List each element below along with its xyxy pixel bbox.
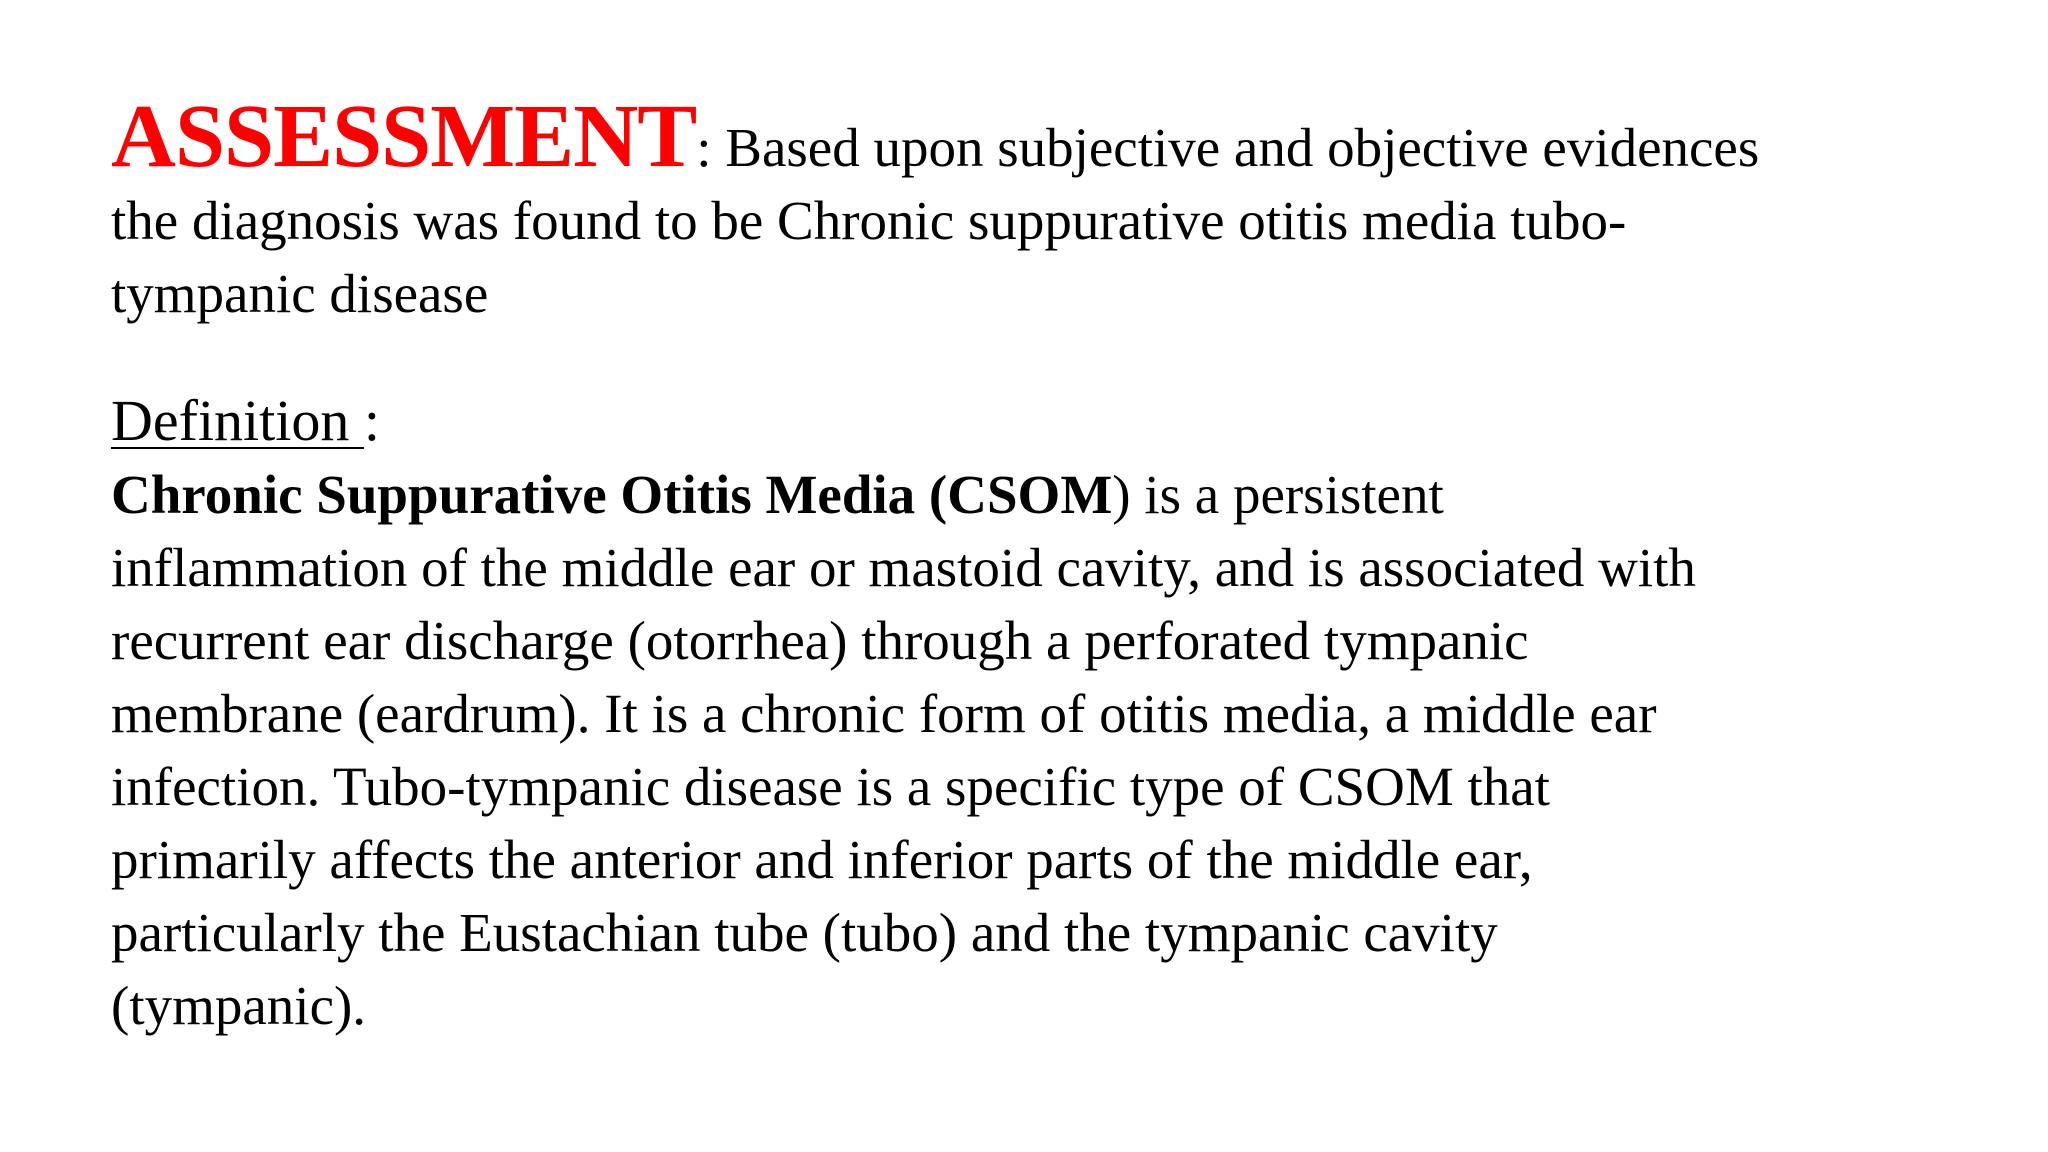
definition-colon: :	[363, 388, 381, 453]
assessment-line-2: the diagnosis was found to be Chronic suppurative otitis media tubo-	[111, 190, 1627, 251]
slide-content	[111, 87, 1971, 1042]
definition-line-2: inflammation of the middle ear or mastoid cavity, and is associated with	[111, 537, 1696, 598]
assessment-paragraph	[111, 87, 1971, 330]
definition-line-6: primarily affects the anterior and inferior parts of the middle ear,	[111, 829, 1533, 890]
definition-term: Chronic Suppurative Otitis Media (CSOM	[111, 464, 1113, 525]
definition-line-3: recurrent ear discharge (otorrhea) through a perforated tympanic	[111, 610, 1529, 671]
assessment-line-3: tympanic disease	[111, 263, 489, 324]
definition-line-5: infection. Tubo-tympanic disease is a specific type of CSOM that	[111, 756, 1550, 817]
assessment-separator: :	[696, 117, 712, 178]
definition-line-1: is a persistent	[1130, 464, 1444, 525]
assessment-line-1: Based upon subjective and objective evidences	[711, 117, 1760, 178]
definition-line-7: particularly the Eustachian tube (tubo) and the tympanic cavity	[111, 902, 1498, 963]
definition-line-8: (tympanic).	[111, 975, 367, 1036]
assessment-title: ASSESSMENT	[111, 87, 697, 186]
definition-heading	[111, 384, 1971, 458]
definition-line-4: membrane (eardrum). It is a chronic form of otitis media, a middle ear	[111, 683, 1657, 744]
definition-term-close: )	[1112, 464, 1131, 525]
definition-section	[111, 384, 1971, 1042]
definition-paragraph	[111, 458, 1971, 1042]
definition-label: Definition	[111, 388, 364, 453]
